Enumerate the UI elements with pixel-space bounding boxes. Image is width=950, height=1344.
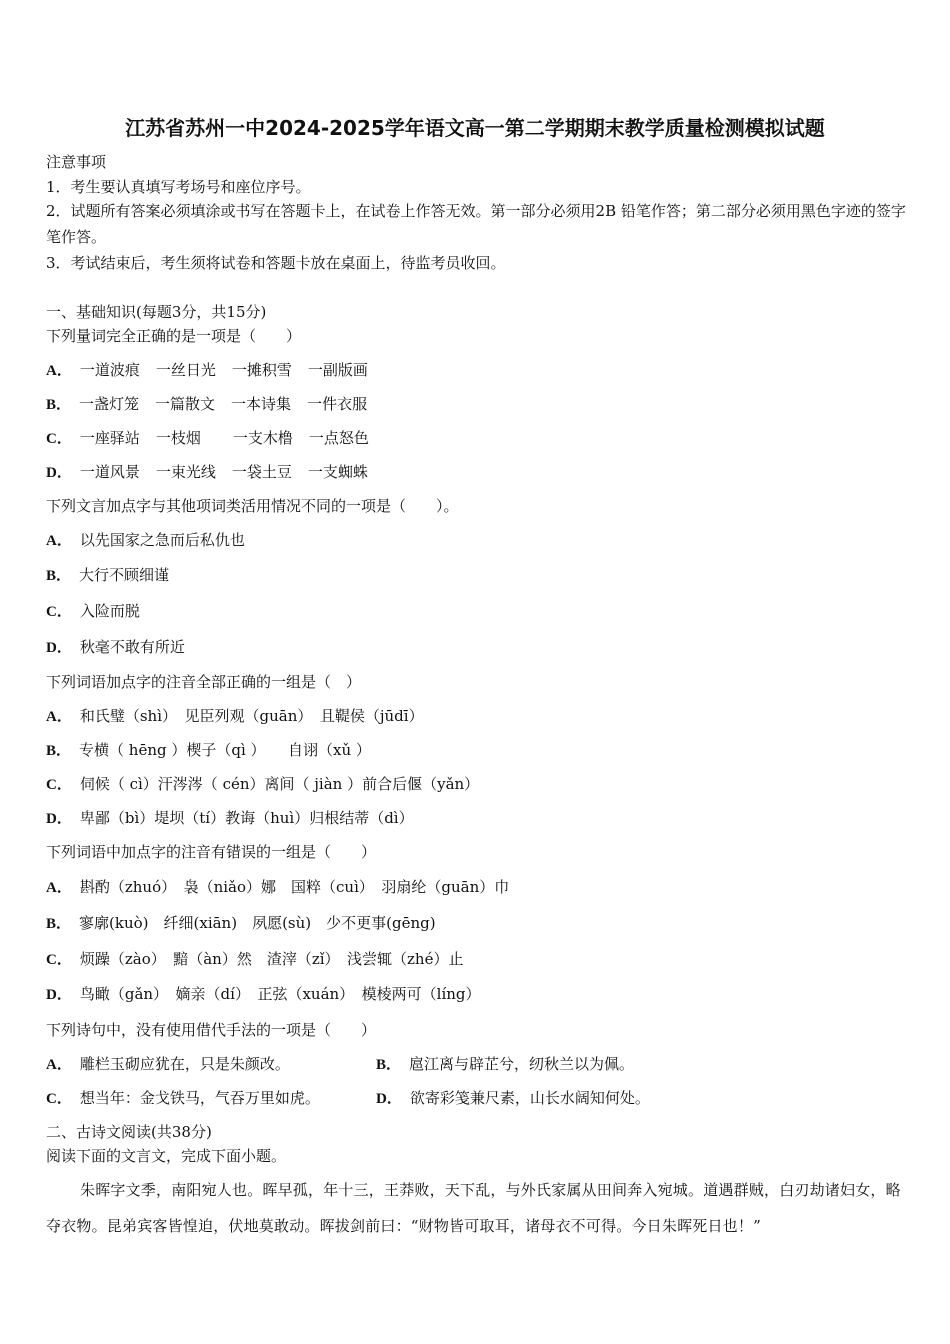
option-label: C． <box>46 431 72 447</box>
option-label: C． <box>46 604 72 620</box>
q5-option-d <box>376 1088 650 1109</box>
option-part: 一丝日光 <box>155 361 216 379</box>
q1-stem: 下列量词完全正确的是一项是（ ） <box>46 327 302 345</box>
option-text: 想当年：金戈铁马，气吞万里如虎。 <box>79 1089 320 1107</box>
q3-stem: 下列词语加点字的注音全部正确的一组是（ ） <box>46 673 362 691</box>
q5-option-a <box>46 1054 290 1075</box>
q4-stem: 下列词语中加点字的注音有错误的一组是（ ） <box>46 843 377 861</box>
option-part: 一点怒色 <box>308 429 369 447</box>
option-text: 斟酌（zhuó） 袅（niǎo）娜 国粹（cuì） 羽扇纶（guān）巾 <box>79 878 510 896</box>
option-text: 入险而脱 <box>79 602 140 620</box>
option-text: 大行不顾细谨 <box>79 566 170 584</box>
q1-option-b <box>46 394 367 415</box>
q5-option-b <box>376 1054 634 1075</box>
option-label: A． <box>46 533 72 549</box>
q4-option-a <box>46 877 509 898</box>
option-part: 一道波痕 <box>79 361 140 379</box>
option-part: 一枝烟 <box>155 429 201 447</box>
q5-option-c <box>46 1088 320 1109</box>
q3-option-c <box>46 774 479 795</box>
q4-option-c <box>46 949 463 970</box>
option-text: 欲寄彩笺兼尺素，山长水阔知何处。 <box>409 1089 650 1107</box>
q4-option-d <box>46 984 481 1005</box>
option-part: 一支木橹 <box>232 429 293 447</box>
option-label: B． <box>46 397 72 413</box>
option-text: 鸟瞰（gǎn） 嫡亲（dí） 正弦（xuán） 模棱两可（líng） <box>79 985 481 1003</box>
option-text: 以先国家之急而后私仇也 <box>79 531 245 549</box>
option-label: B． <box>46 743 72 759</box>
q2-option-c <box>46 601 140 622</box>
q1-option-d <box>46 462 368 483</box>
option-label: B． <box>46 568 72 584</box>
notice-item-2: 2．试题所有答案必须填涂或书写在答题卡上，在试卷上作答无效。第一部分必须用2B 铅笔作答；第二部分必须用黑色字迹的签字笔作答。 <box>46 202 906 246</box>
notice-item-1: 1．考生要认真填写考场号和座位序号。 <box>46 178 311 196</box>
option-label: A． <box>46 363 72 379</box>
option-part: 一件衣服 <box>307 395 368 413</box>
option-label: C． <box>46 1091 72 1107</box>
q2-option-d <box>46 637 185 658</box>
q3-option-b <box>46 740 371 761</box>
option-label: D． <box>46 987 72 1003</box>
option-part: 一本诗集 <box>231 395 292 413</box>
q2-option-a <box>46 530 245 551</box>
notice-item-3: 3．考试结束后，考生须将试卷和答题卡放在桌面上，待监考员收回。 <box>46 254 506 272</box>
option-text: 专横（ hēng ）楔子（qì ） 自诩（xǔ ） <box>79 741 371 759</box>
option-text: 烦躁（zào） 黯（àn）然 渣滓（zǐ） 浅尝辄（zhé）止 <box>79 950 464 968</box>
section2-instruction: 阅读下面的文言文，完成下面小题。 <box>46 1147 287 1165</box>
q1-option-a <box>46 360 368 381</box>
option-part: 一篇散文 <box>155 395 216 413</box>
q3-option-a <box>46 706 424 727</box>
option-label: D． <box>376 1091 402 1107</box>
option-part: 一摊积雪 <box>231 361 292 379</box>
section1-heading: 一、基础知识(每题3分，共15分) <box>46 303 267 321</box>
option-label: B． <box>376 1057 402 1073</box>
reading-passage: 朱晖字文季，南阳宛人也。晖早孤，年十三，王莽败，天下乱，与外氏家属从田间奔入宛城。道遇群贼，白刃劫诸妇女，略夺衣物。昆弟宾客皆惶迫，伏地莫敢动。晖拔剑前曰：“财物皆可取耳，诸母衣不可得。今日朱晖死日也！” <box>46 1181 901 1235</box>
option-label: A． <box>46 709 72 725</box>
option-part: 一盏灯笼 <box>79 395 140 413</box>
option-text: 寥廓(kuò) 纤细(xiān) 夙愿(sù) 少不更事(gēng) <box>79 914 436 932</box>
q2-option-b <box>46 565 169 586</box>
option-part: 一束光线 <box>155 463 216 481</box>
q4-option-b <box>46 913 436 934</box>
q3-option-d <box>46 808 414 829</box>
option-text: 卑鄙（bì）堤坝（tí）教诲（huì）归根结蒂（dì） <box>79 809 414 827</box>
option-text: 和氏璧（shì） 见臣列观（guān） 且鞮侯（jūdī） <box>79 707 424 725</box>
option-label: D． <box>46 465 72 481</box>
option-label: D． <box>46 640 72 656</box>
notice-heading: 注意事项 <box>46 153 107 171</box>
option-label: C． <box>46 952 72 968</box>
option-label: B． <box>46 916 72 932</box>
option-part: 一袋土豆 <box>231 463 292 481</box>
q5-stem: 下列诗句中，没有使用借代手法的一项是（ ） <box>46 1021 377 1039</box>
option-text: 扈江离与辟芷兮，纫秋兰以为佩。 <box>409 1055 635 1073</box>
option-label: A． <box>46 880 72 896</box>
option-text: 雕栏玉砌应犹在，只是朱颜改。 <box>79 1055 290 1073</box>
q1-option-c <box>46 428 369 449</box>
option-part: 一支蜘蛛 <box>307 463 368 481</box>
option-label: D． <box>46 811 72 827</box>
option-part: 一座驿站 <box>79 429 140 447</box>
option-label: A． <box>46 1057 72 1073</box>
option-text: 伺候（ cì）汗涔涔（ cén）离间（ jiàn ）前合后偃（yǎn） <box>79 775 480 793</box>
option-label: C． <box>46 777 72 793</box>
option-part: 一道风景 <box>79 463 140 481</box>
q2-stem: 下列文言加点字与其他项词类活用情况不同的一项是（ ）。 <box>46 497 459 515</box>
exam-title: 江苏省苏州一中2024-2025学年语文高一第二学期期末教学质量检测模拟试题 <box>125 116 825 140</box>
section2-heading: 二、古诗文阅读(共38分) <box>46 1123 212 1141</box>
option-part: 一副版画 <box>307 361 368 379</box>
option-text: 秋毫不敢有所近 <box>79 638 185 656</box>
